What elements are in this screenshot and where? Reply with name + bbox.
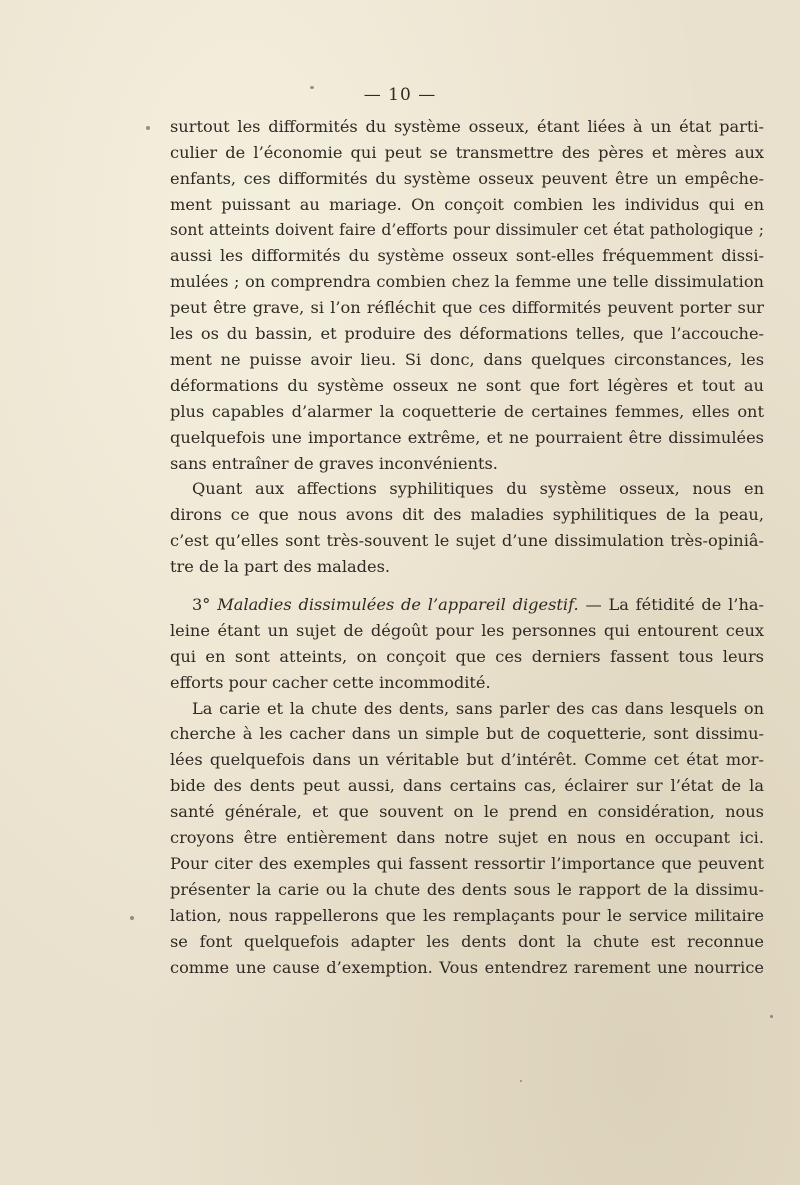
text-line: peut être grave, si l’on réfléchit que ces difformités peuvent porter sur — [170, 298, 764, 318]
paragraph-osseous-deformities — [170, 114, 764, 476]
text-line: Pour citer des exemples qui fassent ressortir l’importance que peuvent — [170, 853, 764, 873]
text-line: lation, nous rappellerons que les remplaçants pour le service militaire — [170, 905, 764, 925]
text-line: sans entraîner de graves inconvénients. — [170, 453, 498, 473]
text-line: santé générale, et que souvent on le prend en considération, nous — [170, 802, 764, 822]
text-line: croyons être entièrement dans notre sujet en nous en occupant ici. — [170, 828, 764, 848]
paper-speck — [146, 126, 150, 130]
text-line: mulées ; on comprendra combien chez la femme une telle dissimulation — [170, 272, 764, 292]
section-title: Maladies dissimulées de l’appareil digestif. — [217, 595, 579, 615]
section-heading-line — [170, 592, 764, 618]
text-line: quelquefois une importance extrême, et ne pourraient être dissimulées — [170, 427, 764, 447]
text-line: comme une cause d’exemption. Vous entendrez rarement une nourrice — [170, 957, 764, 977]
paper-speck — [130, 916, 134, 920]
text-line: enfants, ces difformités du système osseux peuvent être un empêche- — [170, 168, 764, 188]
text-run: — La fétidité de l’ha- — [585, 595, 764, 615]
text-line: La carie et la chute des dents, sans parler des cas dans lesquels on — [192, 698, 764, 718]
text-line: dirons ce que nous avons dit des maladies syphilitiques de la peau, — [170, 505, 764, 525]
text-line: déformations du système osseux ne sont que fort légères et tout au — [170, 375, 764, 395]
text-line: qui en sont atteints, on conçoit que ces derniers fassent tous leurs — [170, 646, 764, 666]
text-line: tre de la part des malades. — [170, 557, 391, 577]
text-line: présenter la carie ou la chute des dents sous le rapport de la dissimu- — [170, 879, 764, 899]
text-line: ment ne puisse avoir lieu. Si donc, dans quelques circonstances, les — [170, 350, 764, 370]
text-line: lées quelquefois dans un véritable but d’intérêt. Comme cet état mor- — [170, 750, 764, 770]
paragraph-syphilitic-affections — [170, 476, 764, 580]
section-digestive-apparatus — [170, 592, 764, 696]
text-line: c’est qu’elles sont très-souvent le sujet d’une dissimulation très-opiniâ- — [170, 531, 764, 551]
paragraph-dental-caries — [170, 696, 764, 981]
text-line: efforts pour cacher cette incommodité. — [170, 672, 491, 692]
text-line: Quant aux affections syphilitiques du système osseux, nous en — [192, 479, 764, 499]
text-line: cherche à les cacher dans un simple but de coquetterie, sont dissimu- — [170, 724, 764, 744]
paper-speck — [520, 1080, 522, 1082]
page-number: — 10 — — [363, 85, 437, 105]
text-line: leine étant un sujet de dégoût pour les personnes qui entourent ceux — [170, 620, 764, 640]
paper-speck — [310, 86, 314, 89]
text-line: aussi les difformités du système osseux sont-elles fréquemment dissi- — [170, 246, 764, 266]
text-line: plus capables d’alarmer la coquetterie de certaines femmes, elles ont — [170, 401, 764, 421]
text-line: sont atteints doivent faire d’efforts pour dissimuler cet état pathologique ; — [170, 220, 764, 239]
text-line: les os du bassin, et produire des déformations telles, que l’accouche- — [170, 324, 764, 344]
text-line: surtout les difformités du système osseux, étant liées à un état parti- — [170, 117, 764, 136]
section-number: 3° — [192, 595, 211, 615]
text-line: se font quelquefois adapter les dents dont la chute est reconnue — [170, 931, 764, 951]
text-line: bide des dents peut aussi, dans certains cas, éclairer sur l’état de la — [170, 776, 764, 796]
text-line: ment puissant au mariage. On conçoit combien les individus qui en — [170, 194, 764, 214]
paper-speck — [770, 1015, 773, 1018]
text-line: culier de l’économie qui peut se transmettre des pères et mères aux — [170, 142, 764, 162]
body-text — [170, 114, 764, 980]
